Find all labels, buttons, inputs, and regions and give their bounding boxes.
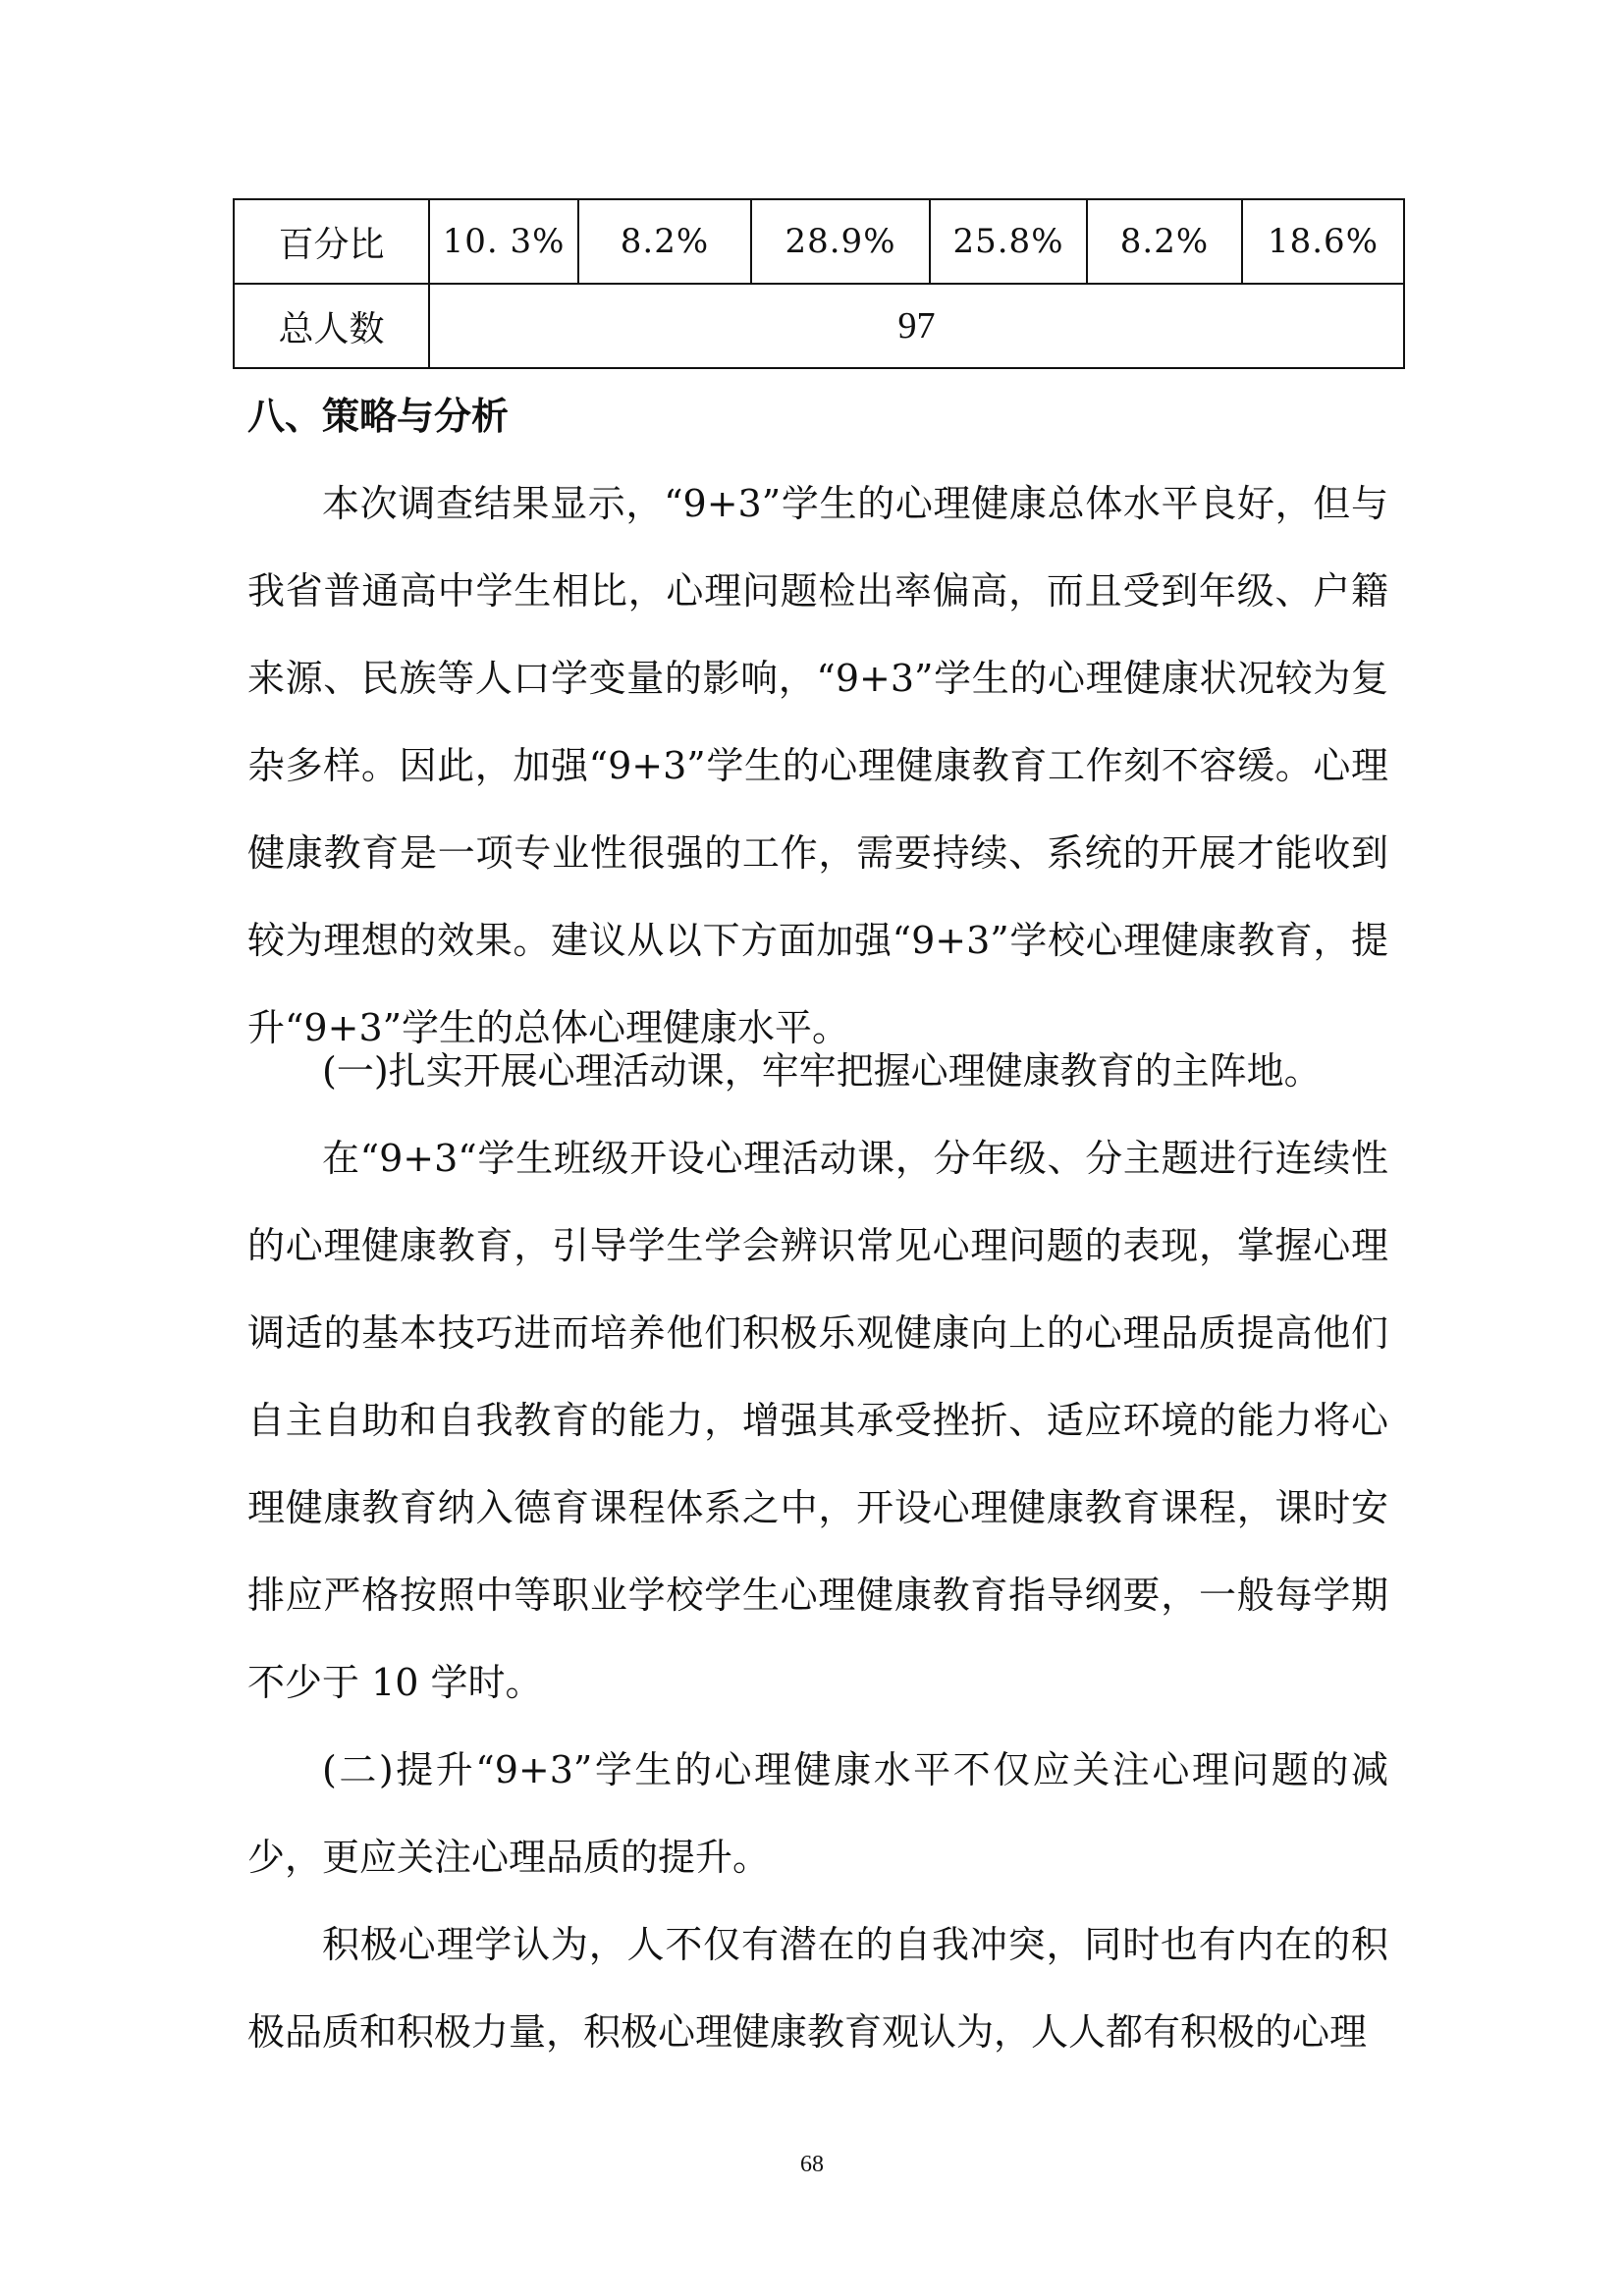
paragraph: 本次调查结果显示，“9+3”学生的心理健康总体水平良好，但与我省普通高中学生相比，心理问题检出率偏高，而且受到年级、户籍来源、民族等人口学变量的影响，“9+3”学生的心理健康状况较为复杂多样。因此，加强“9+3”学生的心理健康教育工作刻不容缓。心理健康教育是一项专业性很强的工作，需要持续、系统的开展才能收到较为理想的效果。建议从以下方面加强“9+3”学校心理健康教育，提升“9+3”学生的总体心理健康水平。	[247, 482, 1388, 1049]
section-heading: 八、策略与分析	[247, 395, 510, 438]
table-cell: 25.8%	[930, 199, 1087, 284]
paragraph: 在“9+3“学生班级开设心理活动课，分年级、分主题进行连续性的心理健康教育，引导学生学会辨识常见心理问题的表现，掌握心理调适的基本技巧进而培养他们积极乐观健康向上的心理品质提高他们自主自助和自我教育的能力，增强其承受挫折、适应环境的能力将心理健康教育纳入德育课程体系之中，开设心理健康教育课程，课时安排应严格按照中等职业学校学生心理健康教育指导纲要，一般每学期不少于 10 学时。	[247, 1137, 1388, 1704]
table-cell: 10. 3%	[429, 199, 578, 284]
table-row-total	[234, 284, 1404, 368]
table-row-percent	[234, 199, 1404, 284]
row-header-percent: 百分比	[234, 199, 429, 284]
subheading-paragraph: (二)提升“9+3”学生的心理健康水平不仅应关注心理问题的减少，更应关注心理品质的提升。	[247, 1748, 1388, 1879]
table-cell: 28.9%	[751, 199, 930, 284]
table-cell: 8.2%	[1087, 199, 1242, 284]
row-header-total: 总人数	[234, 284, 429, 368]
subheading-paragraph: (一)扎实开展心理活动课，牢牢把握心理健康教育的主阵地。	[322, 1049, 1322, 1093]
paragraph: 积极心理学认为，人不仅有潜在的自我冲突，同时也有内在的积极品质和积极力量，积极心理健康教育观认为，人人都有积极的心理	[247, 1923, 1388, 2054]
statistics-table	[233, 198, 1405, 369]
table-cell: 8.2%	[578, 199, 751, 284]
total-count-cell: 97	[429, 284, 1404, 368]
page-number: 68	[800, 2152, 824, 2177]
table-cell: 18.6%	[1242, 199, 1404, 284]
